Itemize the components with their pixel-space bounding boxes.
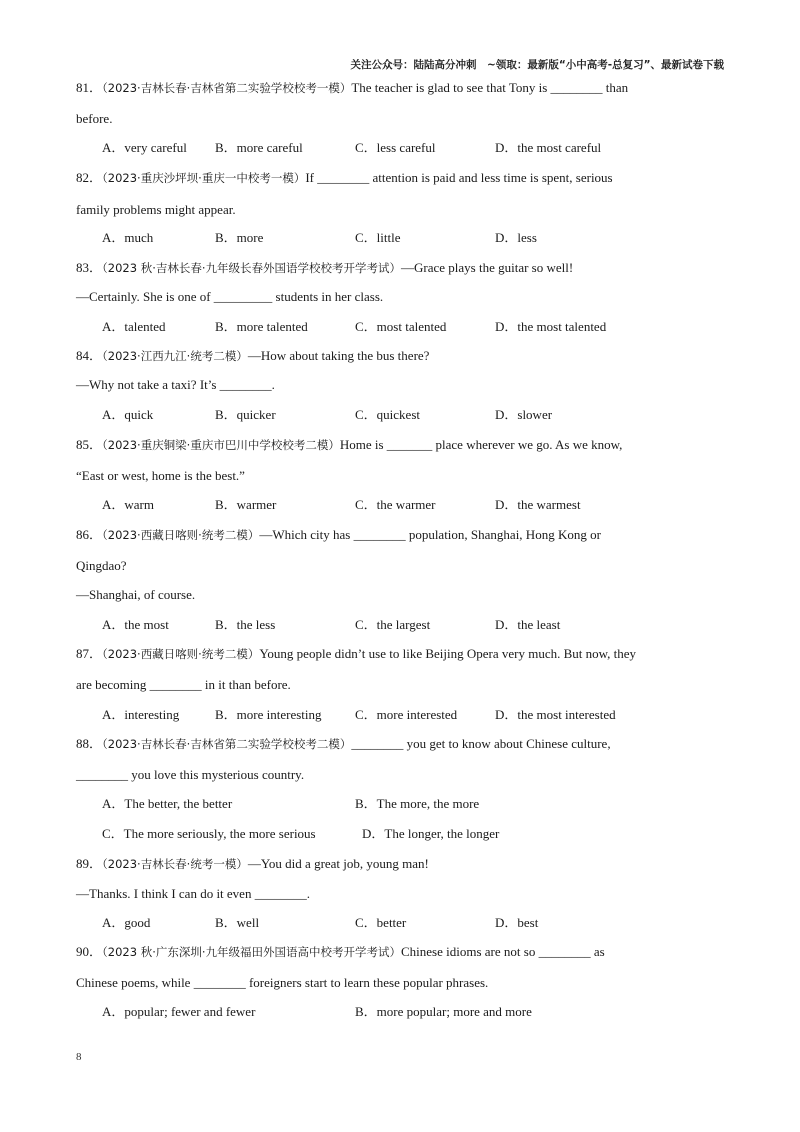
question-90-continuation: Chinese poems, while ________ foreigners start to learn these popular phrases. <box>76 975 489 990</box>
question-82-continuation: family problems might appear. <box>76 202 236 217</box>
option-b: B．well <box>215 915 260 930</box>
question-source: （2023 秋·吉林长春·九年级长春外国语学校校考开学考试） <box>102 261 401 275</box>
option-a: A．quick <box>102 407 154 422</box>
option-a: A．warm <box>102 497 154 512</box>
question-83-continuation: —Certainly. She is one of _________ students in her class. <box>76 289 384 304</box>
question-number: 90． <box>76 944 103 959</box>
option-d: D．the most interested <box>495 707 616 722</box>
question-90-stem <box>76 944 605 960</box>
question-number: 87． <box>76 646 103 661</box>
question-source: （2023·西藏日喀则·统考二模） <box>102 647 260 661</box>
question-text: ________ you get to know about Chinese culture, <box>351 736 611 751</box>
option-b: B．more popular; more and more <box>355 1004 532 1019</box>
option-a: A．good <box>102 915 151 930</box>
option-b: B．more talented <box>215 319 308 334</box>
question-86-stem <box>76 527 601 543</box>
question-text: If ________ attention is paid and less time is spent, serious <box>305 170 613 185</box>
question-number: 88． <box>76 736 103 751</box>
question-number: 84． <box>76 348 103 363</box>
option-c: C．less careful <box>355 140 436 155</box>
question-text: Home is _______ place wherever we go. As we know, <box>339 437 623 452</box>
page-header-banner: 关注公众号：陆陆高分冲刺 ~领取：最新版“小中高考-总复习”、最新试卷下载 <box>350 59 724 71</box>
option-c: C．more interested <box>355 707 458 722</box>
question-text: The teacher is glad to see that Tony is ________ than <box>351 80 629 95</box>
option-a: A．very careful <box>102 140 187 155</box>
option-b: B．more <box>215 230 264 245</box>
question-text: —How about taking the bus there? <box>247 348 430 363</box>
question-number: 81． <box>76 80 103 95</box>
question-source: （2023·吉林长春·吉林省第二实验学校校考一模） <box>102 81 352 95</box>
question-84-stem <box>76 348 429 364</box>
option-d: D．the most careful <box>495 140 602 155</box>
option-d: D．the warmest <box>495 497 581 512</box>
option-b: B．warmer <box>215 497 277 512</box>
option-b: B．more careful <box>215 140 303 155</box>
question-source: （2023·重庆铜梁·重庆市巴川中学校校考二模） <box>102 438 340 452</box>
question-source: （2023 秋·广东深圳·九年级福田外国语高中校考开学考试） <box>102 945 401 959</box>
option-c: C．quickest <box>355 407 420 422</box>
option-c: C．the warmer <box>355 497 436 512</box>
option-d: D．the least <box>495 617 561 632</box>
option-b: B．quicker <box>215 407 276 422</box>
option-c: C．the largest <box>355 617 431 632</box>
question-text: Young people didn’t use to like Beijing Opera very much. But now, they <box>259 646 637 661</box>
question-number: 86． <box>76 527 103 542</box>
option-a: A．The better, the better <box>102 796 233 811</box>
option-a: A．the most <box>102 617 169 632</box>
option-d: D．less <box>495 230 537 245</box>
question-text: —Grace plays the guitar so well! <box>401 260 574 275</box>
option-d: D．The longer, the longer <box>362 826 500 841</box>
question-84-continuation: —Why not take a taxi? It’s ________. <box>76 377 275 392</box>
option-d: D．slower <box>495 407 553 422</box>
question-89-continuation: —Thanks. I think I can do it even ________. <box>76 886 310 901</box>
option-a: A．much <box>102 230 154 245</box>
question-81-stem <box>76 80 628 96</box>
option-a: A．interesting <box>102 707 180 722</box>
question-83-stem <box>76 260 573 276</box>
question-81-continuation: before. <box>76 111 113 126</box>
option-c: C．better <box>355 915 407 930</box>
question-87-continuation: are becoming ________ in it than before. <box>76 677 291 692</box>
option-a: A．popular; fewer and fewer <box>102 1004 256 1019</box>
option-a: A．talented <box>102 319 166 334</box>
question-source: （2023·西藏日喀则·统考二模） <box>102 528 260 542</box>
question-text: —You did a great job, young man! <box>247 856 429 871</box>
question-87-stem <box>76 646 636 662</box>
page-number: 8 <box>76 1051 82 1063</box>
question-88-stem <box>76 736 611 752</box>
option-b: B．the less <box>215 617 276 632</box>
option-b: B．more interesting <box>215 707 322 722</box>
option-c: C．most talented <box>355 319 447 334</box>
question-text: —Which city has ________ population, Shanghai, Hong Kong or <box>259 527 601 542</box>
question-number: 85． <box>76 437 103 452</box>
question-86-answer-line: —Shanghai, of course. <box>76 587 196 602</box>
question-88-continuation: ________ you love this mysterious country. <box>76 767 305 782</box>
question-85-continuation: “East or west, home is the best.” <box>76 468 245 483</box>
question-86-continuation: Qingdao? <box>76 558 127 573</box>
question-number: 83． <box>76 260 103 275</box>
option-c: C．little <box>355 230 401 245</box>
question-source: （2023·吉林长春·吉林省第二实验学校校考二模） <box>102 737 352 751</box>
question-82-stem <box>76 170 613 186</box>
question-89-stem <box>76 856 429 872</box>
question-source: （2023·江西九江·统考二模） <box>102 349 248 363</box>
question-source: （2023·吉林长春·统考一模） <box>102 857 248 871</box>
question-number: 89． <box>76 856 103 871</box>
question-number: 82． <box>76 170 103 185</box>
question-source: （2023·重庆沙坪坝·重庆一中校考一模） <box>102 171 306 185</box>
question-text: Chinese idioms are not so ________ as <box>401 944 605 959</box>
option-c: C．The more seriously, the more serious <box>102 826 316 841</box>
question-85-stem <box>76 437 622 453</box>
option-d: D．best <box>495 915 539 930</box>
option-b: B．The more, the more <box>355 796 480 811</box>
option-d: D．the most talented <box>495 319 607 334</box>
